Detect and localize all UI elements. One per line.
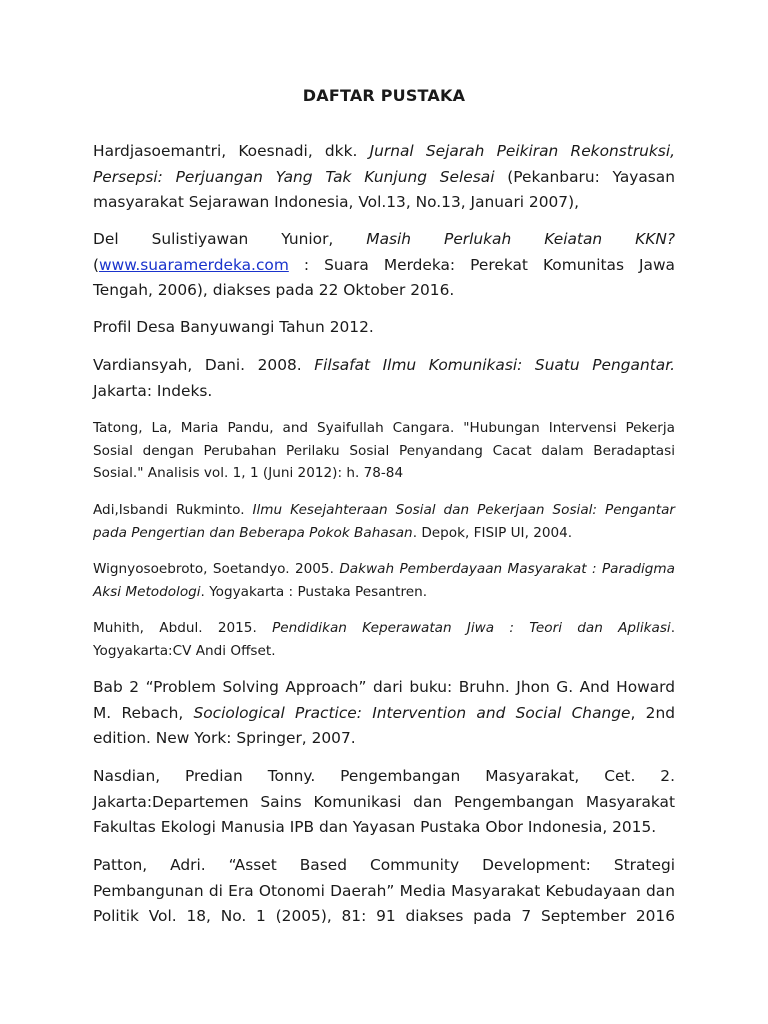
reference-hardjasoemantri	[93, 139, 675, 216]
reference-text: (	[93, 255, 100, 274]
reference-text: Hardjasoemantri, Koesnadi, dkk.	[93, 142, 370, 160]
reference-text: Patton, Adri. “Asset Based Community Development: Strategi Pembangunan di Era Otonomi Daerah” Media Masyarakat Kebudayaan dan Politik Vol. 18, No. 1 (2005), 81: 91 diakses pada 7 September 2016	[93, 856, 675, 925]
reference-text: . Yogyakarta : Pustaka Pesantren.	[200, 583, 428, 600]
reference-nasdian	[93, 764, 675, 841]
page-title: DAFTAR PUSTAKA	[302, 86, 466, 105]
reference-text: . Yogyakarta:CV Andi Offset.	[93, 620, 676, 659]
suaramerdeka-link[interactable]: www.suaramerdeka.com	[99, 255, 289, 274]
reference-title: Filsafat Ilmu Komunikasi: Suatu Pengantar.	[314, 356, 675, 374]
reference-text: : Suara Merdeka: Perekat Komunitas Jawa Tengah, 2006), diakses pada 22 Oktober 2016.	[93, 255, 675, 299]
reference-title: Ilmu Kesejahteraan Sosial dan Pekerjaan Sosial: Pengantar pada Pengertian dan Beberapa Pokok Bahasan	[93, 502, 675, 541]
reference-title: Masih Perlukah Keiatan KKN?	[366, 230, 675, 248]
reference-bruhn-rebach	[93, 675, 675, 752]
reference-text: (Pekanbaru: Yayasan masyarakat Sejarawan Indonesia, Vol.13, No.13, Januari 2007),	[93, 167, 675, 211]
reference-adi-isbandi	[93, 499, 675, 544]
reference-tatong	[93, 417, 675, 485]
reference-title: Jurnal Sejarah Peikiran Rekonstruksi, Persepsi: Perjuangan Yang Tak Kunjung Selesai	[93, 142, 675, 186]
reference-wignyosoebroto	[93, 558, 675, 603]
reference-text: . Depok, FISIP UI, 2004.	[412, 524, 573, 541]
reference-profil-desa	[93, 315, 675, 341]
reference-vardiansyah	[93, 353, 675, 404]
reference-text: Muhith, Abdul. 2015.	[93, 620, 273, 636]
reference-text: Nasdian, Predian Tonny. Pengembangan Masyarakat, Cet. 2. Jakarta:Departemen Sains Komunikasi dan Pengembangan Masyarakat Fakultas Ekologi Manusia IPB dan Yayasan Pustaka Obor Indonesia, 2015.	[93, 767, 675, 836]
reference-text: Vardiansyah, Dani. 2008.	[93, 356, 315, 374]
reference-del-sulistiyawan	[93, 227, 675, 304]
reference-text: Profil Desa Banyuwangi Tahun 2012.	[93, 318, 374, 336]
reference-text: Wignyosoebroto, Soetandyo. 2005.	[93, 561, 340, 577]
reference-title: Sociological Practice: Intervention and Social Change	[193, 703, 631, 722]
reference-text: Tatong, La, Maria Pandu, and Syaifullah Cangara. "Hubungan Intervensi Pekerja Sosial dengan Perubahan Perilaku Sosial Penyandang Cacat dalam Beradaptasi Sosial." Analisis vol. 1, 1 (Juni 2012): h. 78-84	[93, 420, 675, 481]
reference-text: Bab 2 “Problem Solving Approach” dari buku: Bruhn. Jhon G. And Howard M. Rebach,	[93, 678, 675, 722]
reference-text: Adi,Isbandi Rukminto.	[93, 502, 253, 518]
reference-title: Dakwah Pemberdayaan Masyarakat : Paradigma Aksi Metodologi	[93, 561, 675, 600]
reference-title: Pendidikan Keperawatan Jiwa : Teori dan Aplikasi	[272, 620, 671, 636]
reference-text: , 2nd edition. New York: Springer, 2007.	[93, 703, 675, 747]
reference-muhith	[93, 617, 675, 662]
reference-text: Jakarta: Indeks.	[93, 381, 213, 400]
reference-text: Del Sulistiyawan Yunior,	[93, 230, 367, 248]
reference-patton	[93, 853, 675, 930]
